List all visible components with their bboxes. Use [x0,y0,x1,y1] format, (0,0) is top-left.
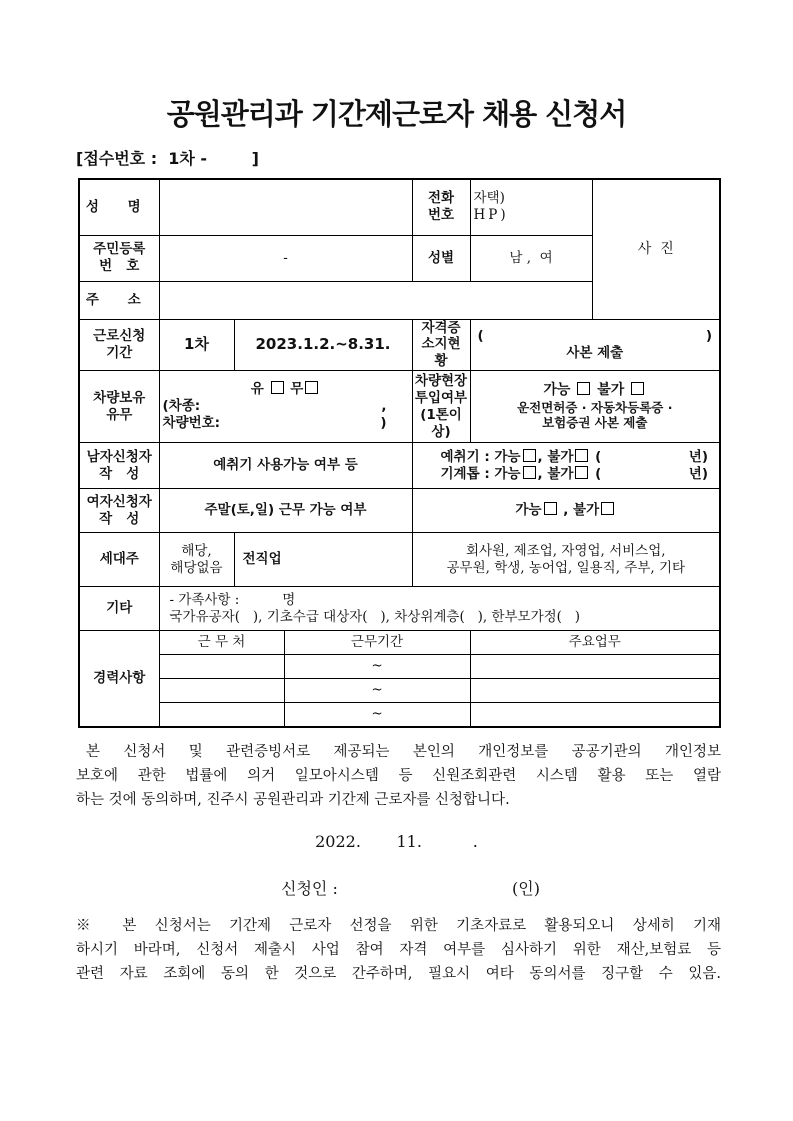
deploy-label-line3: (1톤이상) [420,406,462,440]
deploy-field[interactable] [470,371,720,443]
chainsaw-years-close: 년) [688,465,709,482]
vehicle-field[interactable] [159,371,412,443]
phone-home: 자택) [473,190,505,207]
name-label: 성 명 [79,179,159,235]
head-no: 해당없음 [170,559,223,576]
table-row [79,655,720,679]
license-copy-note: 사본 제출 [566,344,624,361]
consent-line2: 보호에 관한 법률에 의거 일모아시스템 등 신원조회관련 시스템 활용 또는 열람 [76,768,721,784]
male-field[interactable] [412,443,720,489]
period-label [79,319,159,371]
photo-box[interactable] [592,179,720,319]
notice-line1: ※ 본 신청서는 기간제 근로자 선정을 위한 기초자료로 활용되오니 상세히 기재 [76,918,721,934]
career-period[interactable]: ~ [284,703,470,727]
female-label-line2: 작 성 [99,510,140,527]
vehicle-yes-checkbox[interactable] [271,381,284,394]
career-place[interactable] [159,679,284,703]
career-duty[interactable] [470,703,720,727]
vehicle-label-line2: 유무 [106,406,133,423]
application-form [78,178,721,728]
mower-impossible-checkbox[interactable] [575,449,588,462]
weekend-impossible-label: , 불가 [563,502,600,519]
deploy-label-line2: 투입여부 [414,389,468,406]
rrn-label [79,235,159,281]
mower-impossible-label: , 불가 [537,448,574,465]
chainsaw-possible-checkbox[interactable] [523,466,536,479]
chainsaw-possible-label: 기계톱 : 가능 [440,465,521,482]
deploy-label-line1: 차량현장 [414,372,468,389]
career-header-period: 근무기간 [284,631,470,655]
application-date[interactable]: 2022. 11. . [315,832,478,851]
chainsaw-impossible-checkbox[interactable] [575,466,588,479]
notice-line2: 하시기 바라며, 신청서 제출시 사업 참여 자격 여부를 심사하기 위한 재산,보험료 등 [76,942,721,958]
license-label-line2: 소지현황 [421,336,461,370]
consent-line3: 하는 것에 동의하며, 진주시 공원관리과 기간제 근로자를 신청합니다. [76,792,510,808]
gender-label: 성별 [412,235,470,281]
career-place[interactable] [159,703,284,727]
deploy-impossible-label: 불가 [597,382,625,399]
phone-label-line1: 전화 [427,190,455,207]
vehicle-label-line1: 차량보유 [93,389,146,406]
etc-categories: 국가유공자( ), 기초수급 대상자( ), 차상위계층( ), 한부모가정( ) [169,608,581,625]
etc-field[interactable] [159,587,720,631]
period-label-line2: 기간 [106,344,133,361]
female-label-line1: 여자신청자 [86,493,152,510]
etc-family: - 가족사항 : 명 [169,591,296,608]
applicant-label: 신청인 : [281,879,338,898]
rrn-label-line2: 번 호 [99,258,140,274]
notice-text [76,914,721,986]
career-duty[interactable] [470,655,720,679]
deploy-docs-line2: 보험증권 사본 제출 [542,415,648,431]
license-paren-open: ( [477,327,484,344]
mower-years-open: ( [595,448,602,465]
phone-label [412,179,470,235]
deploy-label [412,371,470,443]
period-round: 1차 [159,319,234,371]
receipt-number: [접수번호 : 1차 - ] [76,149,259,168]
name-field[interactable] [159,179,412,235]
female-applicant-label [79,489,159,533]
license-field[interactable] [470,319,720,371]
license-label-line1: 자격증 [421,319,461,336]
vehicle-comma: , [381,398,387,415]
male-label-line1: 남자신청자 [86,448,152,465]
notice-line3: 관련 자료 조회에 동의 한 것으로 간주하며, 필요시 여타 동의서를 징구할 수 있음. [76,966,721,982]
prev-job-field[interactable] [412,533,720,587]
deploy-docs-line1: 운전면허증 · 자동차등록증 · [517,399,673,415]
weekend-impossible-checkbox[interactable] [601,502,614,515]
table-row [79,679,720,703]
career-place[interactable] [159,655,284,679]
page-title: 공원관리과 기간제근로자 채용 신청서 [166,97,627,131]
vehicle-paren-close: ) [380,415,387,432]
male-applicant-label [79,443,159,489]
table-row [79,703,720,727]
phone-field[interactable] [470,179,592,235]
vehicle-yes-label: 유 [250,381,264,398]
photo-label: 사 진 [637,240,674,257]
consent-text [76,740,721,812]
deploy-possible-checkbox[interactable] [577,382,590,395]
male-label-line2: 작 성 [99,465,140,482]
prev-job-list-line2: 공무원, 학생, 농어업, 일용직, 주부, 기타 [446,559,686,576]
career-header-place: 근 무 처 [159,631,284,655]
mower-possible-checkbox[interactable] [523,449,536,462]
vehicle-number-label: 차량번호: [162,415,221,432]
vehicle-no-checkbox[interactable] [305,381,318,394]
address-label: 주 소 [79,281,159,319]
head-of-household-label: 세대주 [79,533,159,587]
phone-hp: HP) [473,207,509,224]
period-dates: 2023.1.2.~8.31. [234,319,412,371]
weekend-possible-checkbox[interactable] [544,502,557,515]
career-header-duty: 주요업무 [470,631,720,655]
rrn-field[interactable]: - [159,235,412,281]
mower-years-close: 년) [688,448,709,465]
vehicle-label [79,371,159,443]
career-duty[interactable] [470,679,720,703]
deploy-impossible-checkbox[interactable] [631,382,644,395]
gender-field[interactable]: 남 , 여 [470,235,592,281]
weekend-possible-label: 가능 [515,502,542,519]
seal-mark: (인) [512,879,540,898]
deploy-possible-label: 가능 [543,382,571,399]
head-yes: 해당, [181,542,212,559]
head-of-household-field[interactable] [159,533,234,587]
prev-job-list-line1: 회사원, 제조업, 자영업, 서비스업, [465,542,666,559]
mower-possible-label: 예취기 : 가능 [440,448,521,465]
female-field[interactable] [412,489,720,533]
phone-label-line2: 번호 [427,207,455,224]
rrn-label-line1: 주민등록 [93,241,146,258]
male-desc: 예취기 사용가능 여부 등 [159,443,412,489]
vehicle-no-label: 무 [290,381,304,398]
career-period[interactable]: ~ [284,679,470,703]
chainsaw-years-open: ( [595,465,602,482]
period-label-line1: 근로신청 [93,327,146,344]
address-field[interactable] [159,281,592,319]
career-period[interactable]: ~ [284,655,470,679]
license-label [412,319,470,371]
vehicle-type-label: (차종: [162,398,201,415]
career-label: 경력사항 [79,631,159,727]
etc-label: 기타 [79,587,159,631]
consent-line1: 본 신청서 및 관련증빙서로 제공되는 본인의 개인정보를 공공기관의 개인정보 [86,744,721,760]
chainsaw-impossible-label: , 불가 [537,465,574,482]
female-desc: 주말(토,일) 근무 가능 여부 [159,489,412,533]
prev-job-label: 전직업 [234,533,412,587]
license-paren-close: ) [705,327,713,344]
